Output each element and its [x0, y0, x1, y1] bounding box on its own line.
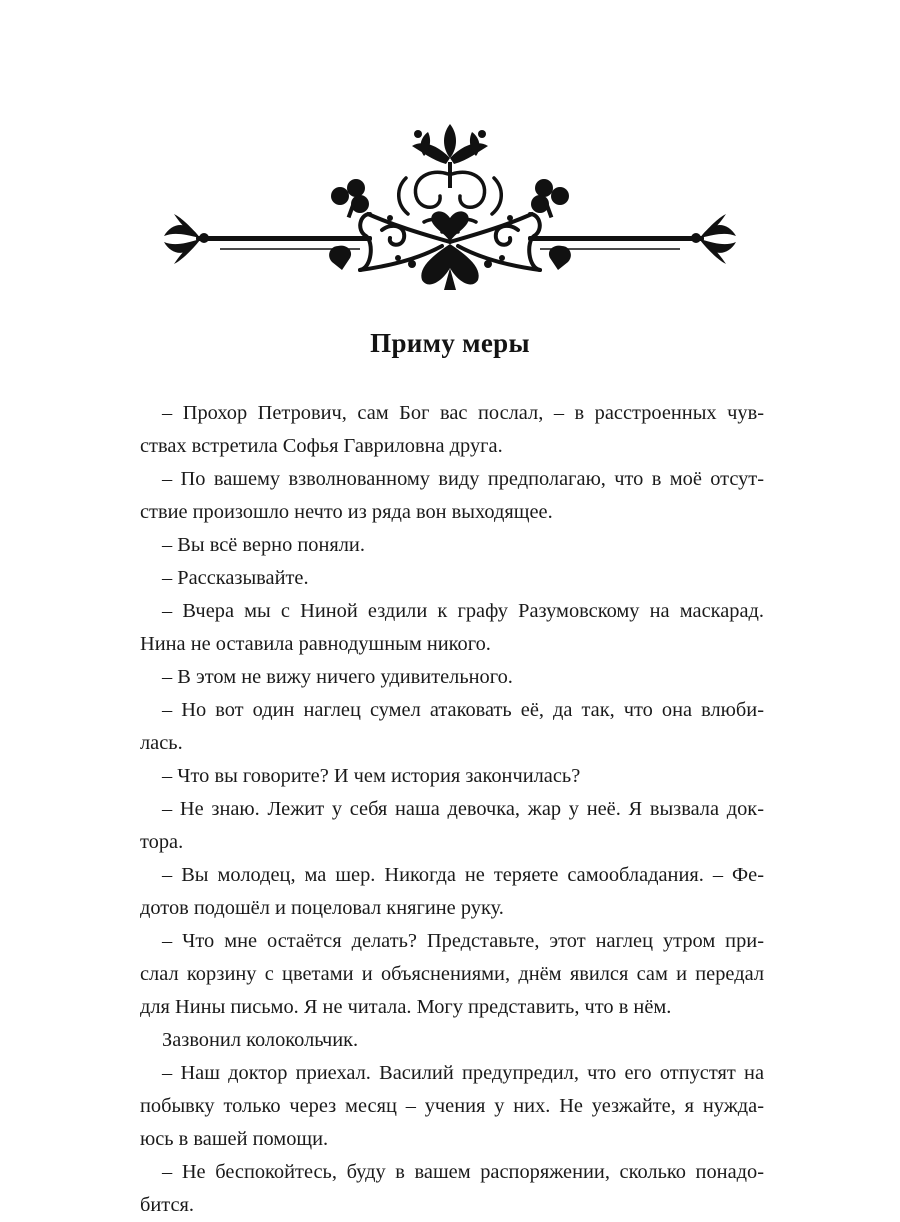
- text-line: побывку только через месяц – учения у них. Не уезжайте, я нужда-: [140, 1095, 764, 1117]
- text-line: – В этом не вижу ничего удивительного.: [162, 666, 513, 688]
- ornament-bar-right: [528, 236, 704, 241]
- text-line: для Нины письмо. Я не читала. Могу представить, что в нём.: [140, 996, 672, 1018]
- text-line: – По вашему взволнованному виду предполагаю, что в моё отсут-: [162, 468, 764, 490]
- text-line: – Не знаю. Лежит у себя наша девочка, жар у неё. Я вызвала док-: [162, 798, 764, 820]
- chapter-title: Приму меры: [370, 328, 530, 358]
- text-line: – Что мне остаётся делать? Представьте, этот наглец утром при-: [162, 930, 764, 952]
- text-line: Нина не оставила равнодушным никого.: [140, 633, 491, 655]
- ornament-bar-left: [196, 236, 372, 241]
- text-line: ствие произошло нечто из ряда вон выходящее.: [140, 501, 553, 523]
- text-line: ствах встретила Софья Гавриловна друга.: [140, 435, 503, 457]
- text-line: – Вы всё верно поняли.: [162, 534, 365, 556]
- text-line: – Что вы говорите? И чем история закончилась?: [162, 765, 581, 787]
- text-line: – Но вот один наглец сумел атаковать её, да так, что она влюби-: [162, 699, 764, 721]
- text-body: [140, 397, 764, 1222]
- decorative-ornament: [160, 118, 740, 290]
- ornament-right-flower: [691, 214, 736, 264]
- text-line: Зазвонил колокольчик.: [162, 1029, 359, 1051]
- ornament-left-clover: [329, 179, 369, 270]
- ornament-left-flower: [164, 214, 209, 264]
- text-line: лась.: [140, 732, 183, 754]
- ornament-center-flower: [412, 124, 488, 188]
- text-line: – Не беспокойтесь, буду в вашем распоряжении, сколько понадо-: [162, 1161, 764, 1183]
- text-line: тора.: [140, 831, 184, 853]
- ornament-right-clover: [531, 179, 571, 270]
- text-line: дотов подошёл и поцеловал княгине руку.: [140, 897, 504, 919]
- text-line: – Прохор Петрович, сам Бог вас послал, – в расстроенных чув-: [162, 402, 764, 424]
- text-line: – Вы молодец, ма шер. Никогда не теряете самообладания. – Фе-: [162, 864, 764, 886]
- text-line: – Рассказывайте.: [162, 567, 309, 589]
- text-line: – Вчера мы с Ниной ездили к графу Разумовскому на маскарад.: [162, 600, 764, 622]
- text-line: – Наш доктор приехал. Василий предупредил, что его отпустят на: [162, 1062, 764, 1084]
- ornament-bottom-spade: [408, 244, 492, 290]
- text-line: слал корзину с цветами и объяснениями, днём явился сам и передал: [140, 963, 764, 985]
- text-line: бится.: [140, 1194, 194, 1216]
- text-line: юсь в вашей помощи.: [140, 1128, 329, 1150]
